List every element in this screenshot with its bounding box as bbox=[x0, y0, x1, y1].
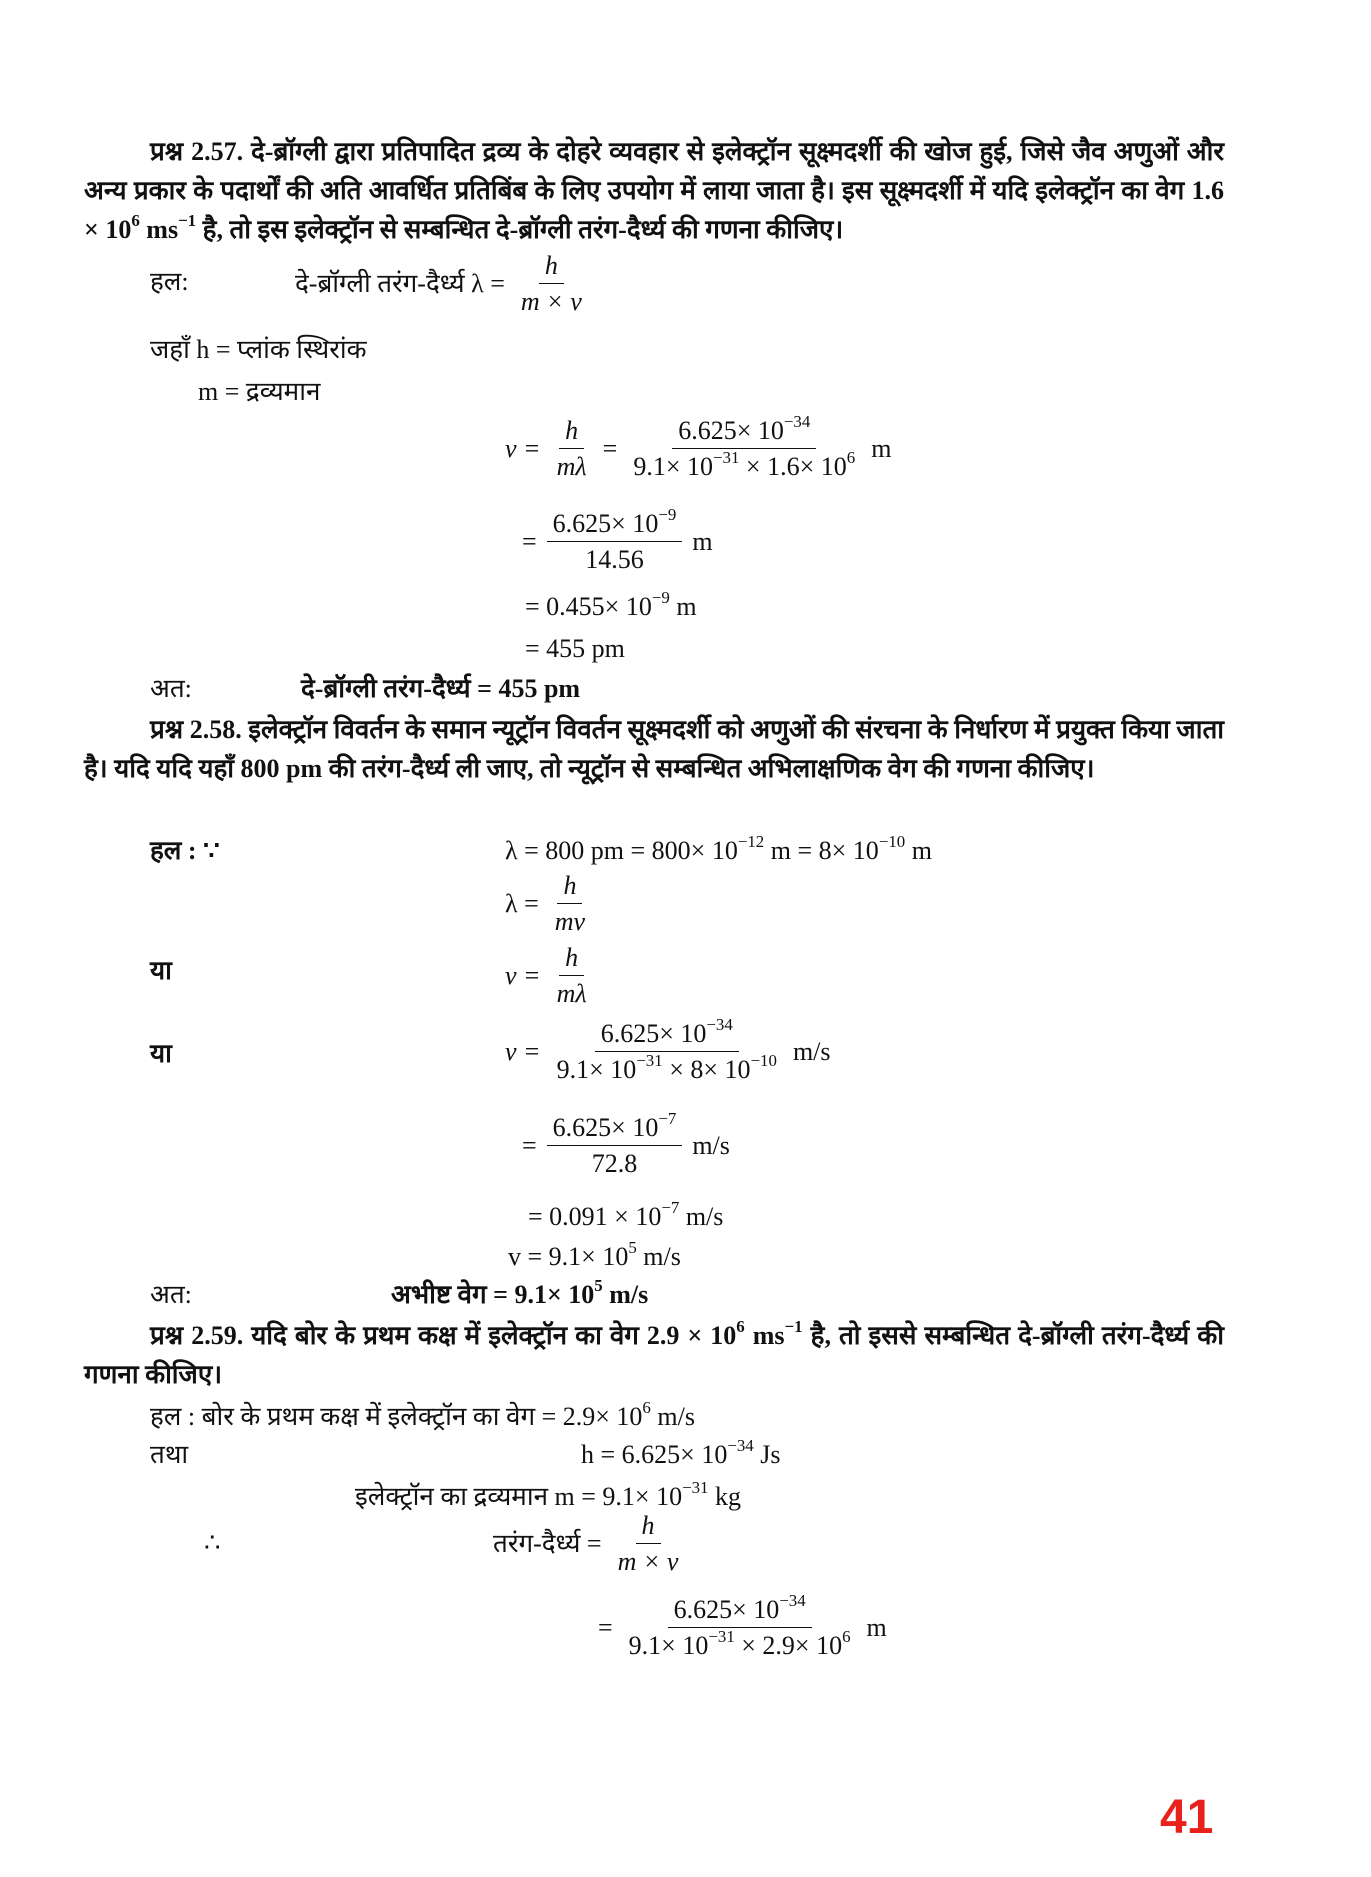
step-4: = 455 pm bbox=[525, 634, 625, 663]
therefore-symbol: ∴ bbox=[204, 1528, 221, 1557]
fraction bbox=[547, 1109, 683, 1179]
lhs: v = bbox=[505, 1037, 541, 1067]
denominator: $9.1\times 10^{-31} \times 1.6\times 10^6$ bbox=[633, 448, 856, 482]
unit: m bbox=[866, 1613, 887, 1643]
equals: = bbox=[522, 1131, 537, 1161]
question-2-59: प्रश्न 2.59. यदि बोर के प्रथम कक्ष में इलेक्ट्रॉन का वेग $2.9 \times 10^6$ $ms^{-1}$ है, तो इससे सम्बन्धित दे-ब्रॉग्ली तरंग-दैर्ध्य की गणना कीजिए। bbox=[84, 1317, 1224, 1389]
fraction bbox=[515, 250, 588, 317]
question-2-57: प्रश्न 2.57. दे-ब्रॉग्ली द्वारा प्रतिपादित द्रव्य के दोहरे व्यवहार से इलेक्ट्रॉन सूक्ष्मदर्शी की खोज हुई, जिसे जैव अणुओं और अन्य प्रकार के पदार्थों की अति आवर्धित प्रतिबिंब के लिए उपयोग में लाया जाता है। इस सूक्ष्मदर्शी में यदि इलेक्ट्रॉन का वेग $1.6 \times 10^6$ $ms^{-1}$ है, तो इस इलेक्ट्रॉन से सम्बन्धित दे-ब्रॉग्ली तरंग-दैर्ध्य की गणना कीजिए। bbox=[84, 137, 1224, 244]
lhs: v = bbox=[505, 961, 541, 991]
fraction bbox=[627, 412, 861, 482]
step-5 bbox=[598, 1591, 887, 1661]
numerator: $6.625\times 10^{-34}$ bbox=[595, 1018, 739, 1052]
denominator: mλ bbox=[556, 979, 587, 1009]
page-number: 41 bbox=[1160, 1791, 1214, 1844]
denominator: m × v bbox=[520, 287, 582, 317]
step-3: इलेक्ट्रॉन का द्रव्यमान $m = 9.1\times 10^{-31}$ kg bbox=[355, 1478, 741, 1511]
step-1: λ = 800 pm = $800\times 10^{-12}$ $m = 8\times 10^{-10}$ m bbox=[505, 832, 932, 865]
unit: m/s bbox=[792, 1037, 831, 1067]
denominator: $9.1\times 10^{-31} \times 2.9\times 10^6$ bbox=[628, 1627, 851, 1661]
step-6: = $0.091 \times 10^{-7}$ m/s bbox=[528, 1198, 724, 1231]
step-2: $h = 6.625\times 10^{-34}$ Js bbox=[581, 1436, 781, 1469]
step-1: हल : बोर के प्रथम कक्ष में इलेक्ट्रॉन का वेग = $2.9\times 10^6$ m/s bbox=[150, 1398, 695, 1431]
equals: = bbox=[598, 1613, 613, 1643]
step-4 bbox=[505, 1015, 831, 1085]
question-2-58: प्रश्न 2.58. इलेक्ट्रॉन विवर्तन के समान न्यूट्रॉन विवर्तन सूक्ष्मदर्शी को अणुओं की संरचना के निर्धारण में प्रयुक्त किया जाता है। यदि यदि यहाँ 800 pm की तरंग-दैर्ध्य ली जाए, तो न्यूट्रॉन से सम्बन्धित अभिलाक्षणिक वेग की गणना कीजिए। bbox=[84, 715, 1224, 783]
step-1 bbox=[505, 412, 892, 482]
lhs: λ = bbox=[505, 889, 539, 919]
denominator: 72.8 bbox=[591, 1149, 638, 1179]
denominator: m × v bbox=[617, 1547, 679, 1577]
answer: दे-ब्रॉग्ली तरंग-दैर्ध्य = 455 pm bbox=[301, 674, 581, 703]
or-label: या bbox=[150, 956, 172, 985]
answer-label: अत: bbox=[150, 674, 192, 703]
denominator: $9.1\times 10^{-31} \times 8\times 10^{-10}$ bbox=[556, 1051, 777, 1085]
fraction bbox=[549, 870, 591, 937]
unit: m/s bbox=[692, 1131, 730, 1161]
formula-label: दे-ब्रॉग्ली तरंग-दैर्ध्य λ = bbox=[295, 269, 505, 299]
numerator: h bbox=[559, 942, 584, 976]
fraction bbox=[551, 942, 593, 1009]
answer: अभीष्ट वेग = $9.1\times 10^5$ m/s bbox=[391, 1276, 649, 1309]
numerator: h bbox=[557, 870, 582, 904]
numerator: $6.625\times 10^{-34}$ bbox=[672, 415, 816, 449]
solution-label: हल: bbox=[150, 267, 189, 296]
step-3: = $0.455\times 10^{-9}$ m bbox=[525, 588, 697, 621]
denominator: mv bbox=[554, 907, 586, 937]
where-m: m = द्रव्यमान bbox=[198, 377, 321, 406]
numerator: h bbox=[539, 250, 564, 284]
step-2 bbox=[505, 870, 595, 937]
denominator: mλ bbox=[556, 452, 587, 482]
equals: = bbox=[602, 434, 618, 464]
step-5 bbox=[522, 1109, 730, 1179]
lhs: तरंग-दैर्ध्य = bbox=[493, 1529, 602, 1559]
and-label: तथा bbox=[150, 1440, 189, 1469]
fraction bbox=[623, 1591, 857, 1661]
lhs: v = bbox=[505, 434, 541, 464]
fraction bbox=[551, 1015, 783, 1085]
numerator: $6.625\times 10^{-9}$ bbox=[547, 508, 683, 542]
numerator: h bbox=[636, 1510, 661, 1544]
answer-label: अत: bbox=[150, 1280, 192, 1309]
where-h: जहाँ h = प्लांक स्थिरांक bbox=[150, 335, 367, 364]
fraction bbox=[547, 505, 683, 575]
step-3 bbox=[505, 942, 597, 1009]
unit: m bbox=[871, 434, 892, 464]
formula-debroglie bbox=[295, 250, 592, 317]
numerator: $6.625\times 10^{-7}$ bbox=[547, 1112, 683, 1146]
fraction bbox=[612, 1510, 685, 1577]
solution-label: हल : ∵ bbox=[150, 836, 220, 865]
denominator: 14.56 bbox=[585, 545, 644, 575]
numerator: h bbox=[559, 415, 584, 449]
equals: = bbox=[522, 527, 537, 557]
numerator: $6.625\times 10^{-34}$ bbox=[668, 1594, 812, 1628]
or-label: या bbox=[150, 1039, 172, 1068]
step-4 bbox=[493, 1510, 688, 1577]
step-7: $v = 9.1\times 10^5$ m/s bbox=[508, 1238, 681, 1271]
step-2 bbox=[522, 505, 713, 575]
fraction bbox=[551, 415, 593, 482]
unit: m bbox=[692, 527, 713, 557]
